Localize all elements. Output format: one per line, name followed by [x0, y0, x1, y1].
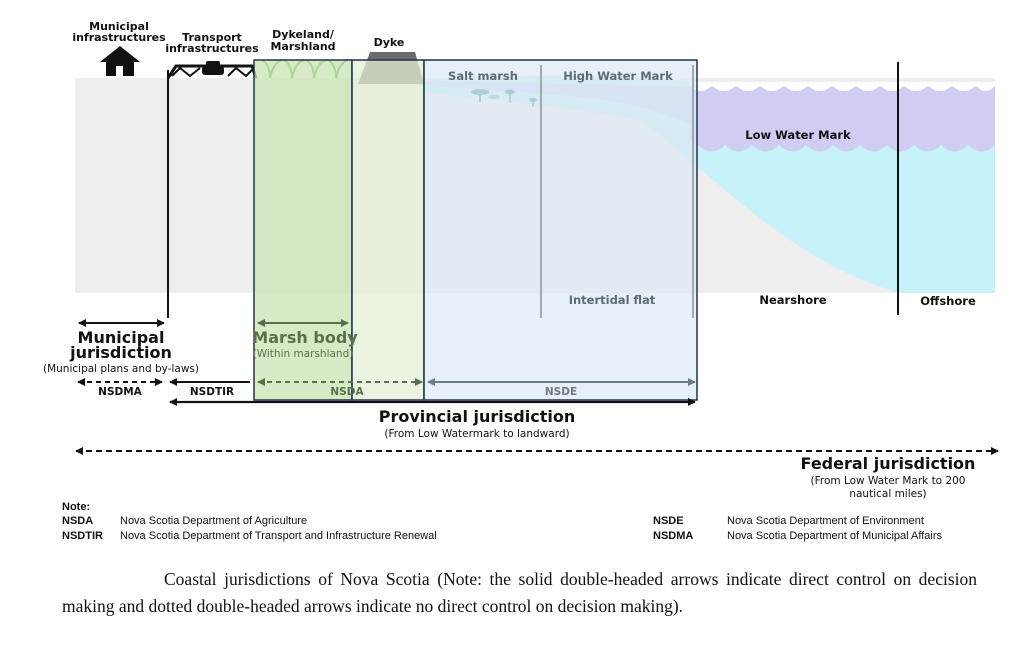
label-municipal-jurisdiction-2: jurisdiction	[70, 343, 172, 362]
label-high-water-mark: High Water Mark	[563, 69, 673, 83]
label-municipal-sub: (Municipal plans and by-laws)	[43, 363, 199, 375]
note-heading: Note:	[62, 501, 91, 513]
label-municipal-jurisdiction-1: Municipal	[77, 328, 165, 347]
label-nsde: NSDE	[544, 386, 578, 398]
figure-caption: Coastal jurisdictions of Nova Scotia (Note: the solid double-headed arrows indicate direct control on decision making and dotted double-headed arrows indicate no direct control on decision making).	[62, 569, 977, 616]
note-abbr-nsde: NSDE	[653, 515, 684, 527]
house-icon	[100, 46, 140, 76]
label-salt-marsh: Salt marsh	[448, 69, 518, 83]
label-dyke: Dyke	[373, 36, 405, 49]
label-marsh-body: Marsh body	[252, 328, 358, 347]
note-abbr-nsda: NSDA	[62, 515, 94, 527]
note-full-nsde: Nova Scotia Department of Environment	[727, 515, 924, 527]
label-provincial-jurisdiction: Provincial jurisdiction	[378, 407, 576, 426]
label-municipal-infra-2: infrastructures	[72, 31, 166, 44]
label-offshore: Offshore	[920, 294, 976, 308]
label-nearshore: Nearshore	[759, 293, 827, 307]
note-full-nsda: Nova Scotia Department of Agriculture	[120, 515, 308, 527]
note-abbr-nsdtir: NSDTIR	[62, 530, 103, 542]
label-transport-infra-1: Transport	[182, 31, 242, 44]
label-nsdma: NSDMA	[98, 386, 142, 398]
label-municipal-infra-1: Municipal	[89, 20, 149, 33]
road-car-icon	[168, 61, 256, 78]
note-full-nsdtir: Nova Scotia Department of Transport and Infrastructure Renewal	[120, 530, 437, 542]
label-nsda: NSDA	[330, 386, 364, 398]
label-nsdtir: NSDTIR	[189, 386, 235, 398]
label-transport-infra-2: infrastructures	[165, 42, 259, 55]
nsda-panel	[352, 60, 424, 400]
label-federal-sub-2: nautical miles)	[849, 488, 927, 500]
note-full-nsdma: Nova Scotia Department of Municipal Affairs	[727, 530, 943, 542]
label-federal-jurisdiction: Federal jurisdiction	[800, 454, 976, 473]
label-provincial-sub: (From Low Watermark to landward)	[384, 428, 570, 440]
nsde-panel	[424, 60, 697, 400]
label-marsh-body-sub: (Within marshland)	[252, 348, 354, 360]
label-federal-sub-1: (From Low Water Mark to 200	[810, 475, 966, 487]
label-dykeland-1: Dykeland/	[272, 28, 334, 41]
note-abbr-nsdma: NSDMA	[653, 530, 694, 542]
label-low-water-mark: Low Water Mark	[745, 128, 851, 142]
label-intertidal-flat: Intertidal flat	[568, 293, 656, 307]
label-dykeland-2: Marshland	[270, 40, 336, 53]
